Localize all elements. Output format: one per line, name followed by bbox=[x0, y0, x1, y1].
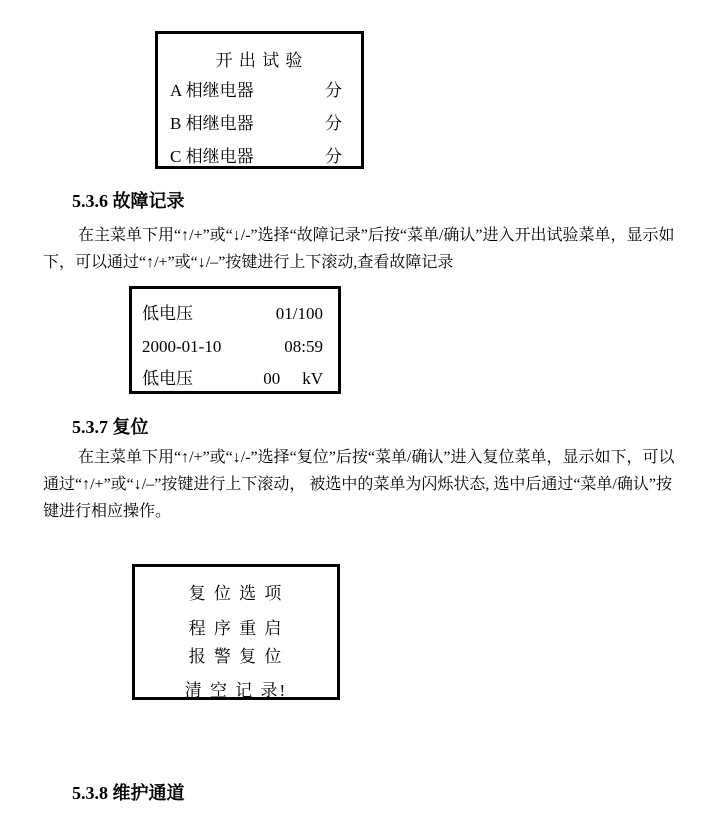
fault-value-label: 低电压 bbox=[142, 369, 193, 388]
section-heading-5-3-7: 5.3.7 复位 bbox=[72, 417, 149, 437]
reset-menu-item-restart: 程 序 重 启 bbox=[188, 619, 284, 638]
paragraph-5-3-6 bbox=[43, 222, 713, 276]
fault-value-unit: kV bbox=[302, 369, 323, 388]
lcd-panel-fault-record bbox=[129, 286, 341, 394]
lcd-row-relay-c bbox=[158, 148, 361, 165]
reset-menu-title: 复 位 选 项 bbox=[188, 584, 284, 603]
section-heading-5-3-6: 5.3.6 故障记录 bbox=[72, 191, 185, 211]
relay-a-label: A 相继电器 bbox=[170, 81, 254, 100]
relay-c-label: C 相继电器 bbox=[170, 147, 254, 166]
relay-c-state: 分 bbox=[325, 147, 342, 166]
lcd-panel-reset-menu bbox=[132, 564, 340, 700]
lcd-row-fault-datetime bbox=[132, 338, 338, 355]
relay-b-label: B 相继电器 bbox=[170, 114, 254, 133]
paragraph-5-3-7 bbox=[43, 444, 713, 525]
section-heading-5-3-8: 5.3.8 维护通道 bbox=[72, 783, 185, 803]
paragraph-line: 下，可以通过“↑/+”或“↓/–”按键进行上下滚动,查看故障记录 bbox=[43, 254, 454, 271]
fault-record-index: 01/100 bbox=[275, 304, 323, 323]
reset-menu-item-alarm-reset: 报 警 复 位 bbox=[188, 647, 284, 666]
paragraph-line: 在主菜单下用“↑/+”或“↓/-”选择“故障记录”后按“菜单/确认”进入开出试验菜单，显示如 bbox=[78, 227, 675, 244]
relay-b-state: 分 bbox=[325, 114, 342, 133]
paragraph-line: 通过“↑/+”或“↓/–”按键进行上下滚动， 被选中的菜单为闪烁状态, 选中后通过“菜单/确认”按 bbox=[43, 476, 672, 493]
reset-menu-item-clear-records: 清 空 记 录! bbox=[184, 681, 288, 700]
lcd-output-test-title: 开 出 试 验 bbox=[215, 51, 304, 70]
fault-value: 00 bbox=[263, 369, 281, 388]
paragraph-line: 键进行相应操作。 bbox=[43, 503, 172, 520]
fault-value-group bbox=[263, 370, 323, 387]
lcd-row-relay-b bbox=[158, 115, 361, 132]
lcd-row-fault-name bbox=[132, 305, 338, 322]
paragraph-line: 在主菜单下用“↑/+”或“↓/-”选择“复位”后按“菜单/确认”进入复位菜单，显示如下，可以 bbox=[78, 449, 675, 466]
fault-date: 2000-01-10 bbox=[142, 337, 222, 356]
lcd-panel-output-test bbox=[155, 31, 364, 169]
fault-time: 08:59 bbox=[284, 337, 323, 356]
fault-name-label: 低电压 bbox=[142, 304, 193, 323]
relay-a-state: 分 bbox=[325, 81, 342, 100]
lcd-row-relay-a bbox=[158, 82, 361, 99]
lcd-row-fault-value bbox=[132, 370, 338, 387]
